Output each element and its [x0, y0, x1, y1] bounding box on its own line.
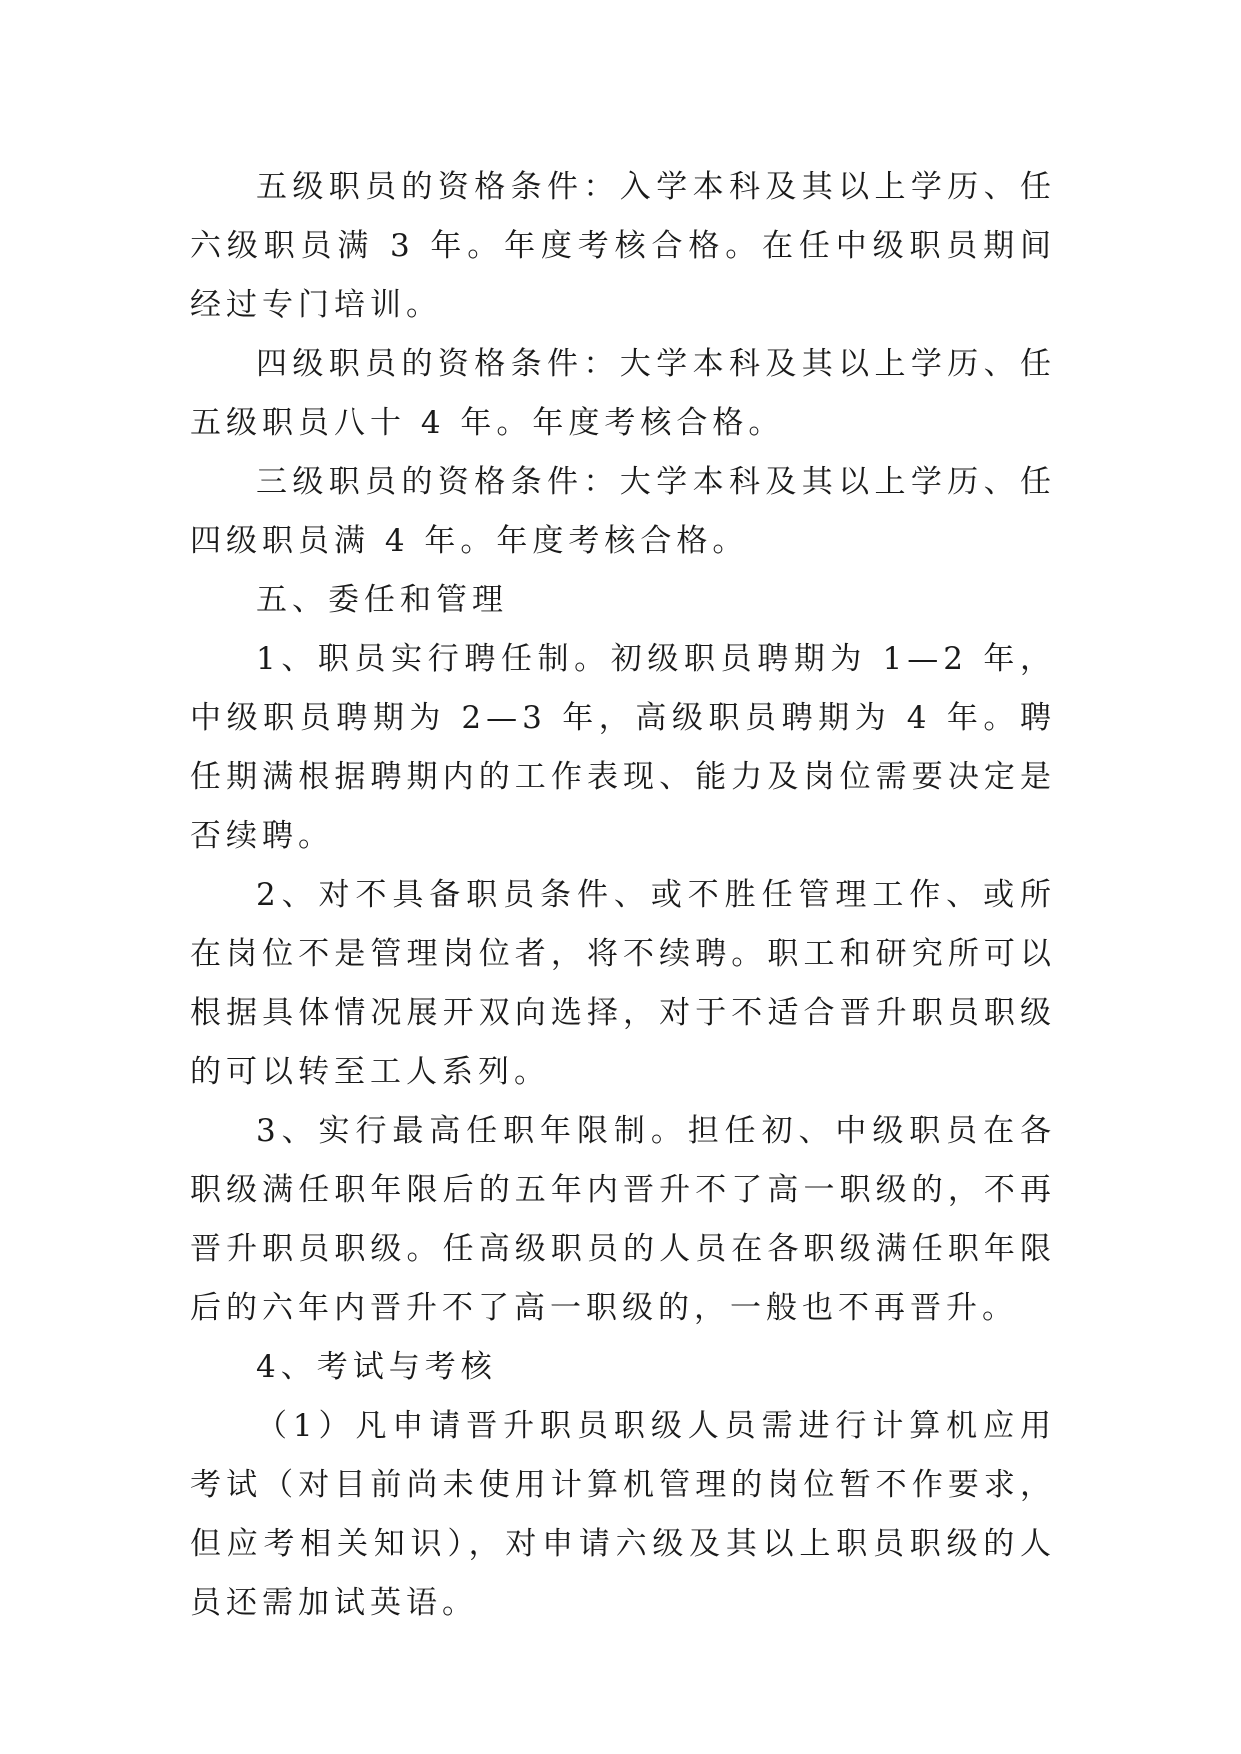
paragraph-grade5-qualifications: 五级职员的资格条件：入学本科及其以上学历、任六级职员满 3 年。年度考核合格。在任中级职员期间经过专门培训。 [190, 169, 1056, 323]
paragraph-item-3-term-limit: 3、实行最高任职年限制。担任初、中级职员在各职级满任职年限后的五年内晋升不了高一职级的，不再晋升职员职级。任高级职员的人员在各职级满任职年限后的六年内晋升不了高一职级的，一般也不再晋升。 [190, 1113, 1056, 1326]
paragraph-subitem-1-computer-exam: （1）凡申请晋升职员职级人员需进行计算机应用考试（对目前尚未使用计算机管理的岗位暂不作要求，但应考相关知识），对申请六级及其以上职员职级的人员还需加试英语。 [190, 1408, 1056, 1621]
section-heading-appointment-management: 五、委任和管理 [256, 582, 508, 618]
paragraph-item-1-appointment-system: 1、职员实行聘任制。初级职员聘期为 1—2 年，中级职员聘期为 2—3 年，高级职员聘期为 4 年。聘任期满根据聘期内的工作表现、能力及岗位需要决定是否续聘。 [190, 641, 1056, 854]
paragraph-grade3-qualifications: 三级职员的资格条件：大学本科及其以上学历、任四级职员满 4 年。年度考核合格。 [190, 464, 1056, 559]
paragraph-grade4-qualifications: 四级职员的资格条件：大学本科及其以上学历、任五级职员八十 4 年。年度考核合格。 [190, 346, 1056, 441]
document-body [190, 158, 1056, 1633]
paragraph-item-4-exam-assessment: 4、考试与考核 [256, 1349, 497, 1385]
paragraph-item-2-non-renewal: 2、对不具备职员条件、或不胜任管理工作、或所在岗位不是管理岗位者，将不续聘。职工和研究所可以根据具体情况展开双向选择，对于不适合晋升职员职级的可以转至工人系列。 [190, 877, 1056, 1090]
